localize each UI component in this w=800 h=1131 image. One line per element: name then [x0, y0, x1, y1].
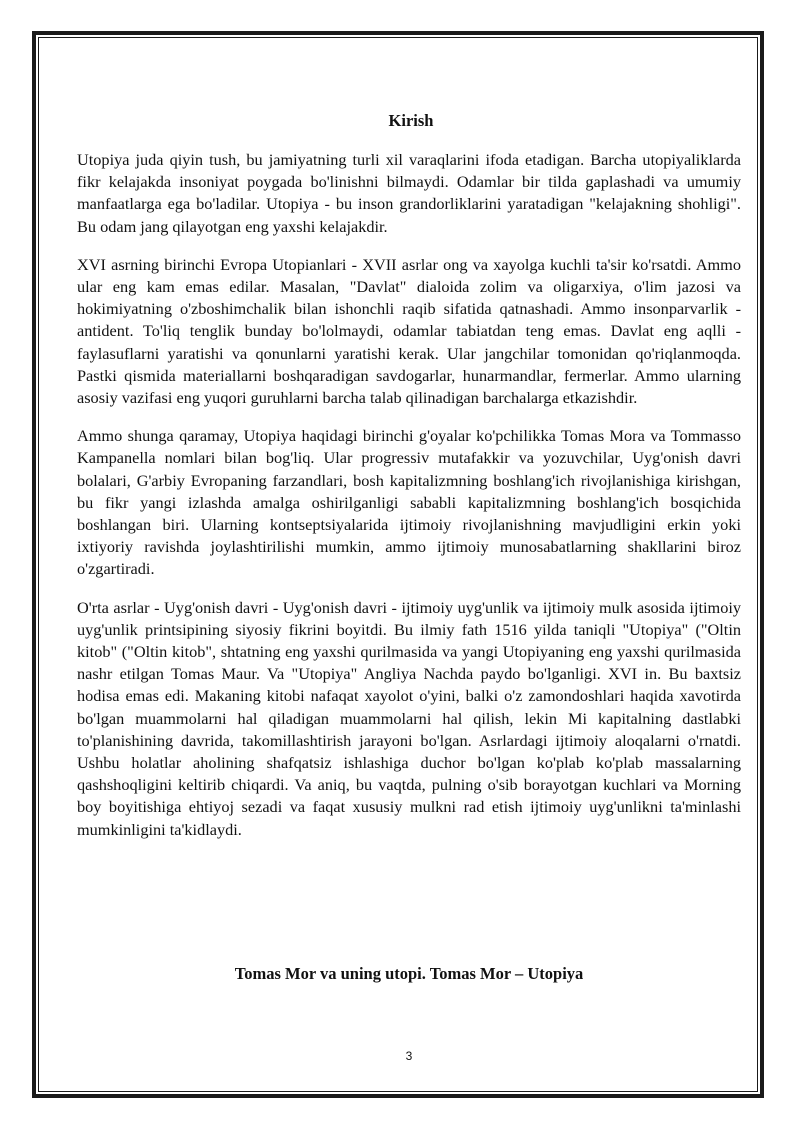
document-body [77, 110, 741, 857]
section-title: Tomas Mor va uning utopi. Tomas Mor – Utopiya [234, 964, 584, 983]
paragraph-3: Ammo shunga qaramay, Utopiya haqidagi birinchi g'oyalar ko'pchilikka Tomas Mora va Tommasso Kampanella nomlari bilan bog'liq. Ular progressiv mutafakkir va yozuvchilar, Uyg'onish davri bolalari, G'arbiy Evropaning farzandlari, bosh kapitalizmning boshlang'ich rivojlanishiga kirishgan, bu fikr yangi izlashda amalga oshirilganligi sababli kapitalizmning boshlang'ich bosqichida boshlangan biri. Ularning kontseptsiyalarida ijtimoiy rivojlanishning mavjudligini erkin yoki ixtiyoriy ravishda joylashtirilishi mumkin, ammo ijtimoiy munosabatlarning shakllarini biroz o'zgartiradi. [77, 426, 741, 579]
page-number: 3 [405, 1049, 413, 1063]
paragraph-1: Utopiya juda qiyin tush, bu jamiyatning turli xil varaqlarini ifoda etadigan. Barcha utopiyaliklarda fikr kelajakda insoniyat poygada bo'linishni bilmaydi. Odamlar bir tilda gaplashadi va umumiy manfaatlarga ega bo'ladilar. Utopiya - bu inson grandorliklarini yaratadigan "kelajakning shohligi". Bu odam jang qilayotgan eng yaxshi kelajakdir. [77, 150, 741, 236]
paragraph-2: XVI asrning birinchi Evropa Utopianlari - XVII asrlar ong va xayolga kuchli ta'sir ko'rsatdi. Ammo ular eng kam emas edilar. Masalan, "Davlat" dialoida zolim va oligarxiya, o'lim jazosi va hokimiyatning o'zboshimchalik bilan ishonchli raqib sifatida qatnashadi. Ammo insonparvarlik - antident. To'liq tenglik bunday bo'lolmaydi, odamlar tabiatdan teng emas. Davlat eng aqlli - faylasuflarni yaratishi va qonunlarni yaratishi kerak. Ular jangchilar tomonidan qo'riqlanmoqda. Pastki qismida materiallarni boshqaradigan savdogarlar, hunarmandlar, fermerlar. Ammo ularning asosiy vazifasi eng yuqori guruhlarni barcha talab qilinadigan barchalarga etkazishdir. [77, 254, 741, 408]
heading-kirish: Kirish [388, 111, 434, 130]
paragraph-4: O'rta asrlar - Uyg'onish davri - Uyg'onish davri - ijtimoiy uyg'unlik va ijtimoiy mulk asosida ijtimoiy uyg'unlik printsipining siyosiy fikrini boyitdi. Bu ilmiy fath 1516 yilda taniqli "Utopiya" ("Oltin kitob" ("Oltin kitob", shtatning eng yaxshi qurilmasida va yangi Utopiyaning eng yaxshi qurilmasida nashr etilgan Tomas Maur. Va "Utopiya" Angliya Nachda paydo bo'lganligi. XVI in. Bu baxtsiz hodisa emas edi. Makaning kitobi nafaqat xayolot o'yini, balki o'z zamondoshlari haqida xavotirda bo'lgan muammolarni hal qiladigan muammolarni hal qilish, lekin Mi kapitalning dastlabki to'planishining davrida, takomillashtirish jarayoni bo'lgan. Asrlardagi ijtimoiy aloqalarni o'rnatdi. Ushbu holatlar aholining shafqatsiz ishlashiga duchor bo'lgan ko'plab ko'plab massalarning qashshoqligini keltirib chiqardi. Va aniq, bu vaqtda, pulning o'sib borayotgan kuchlari va Morning boy boyitishiga ehtiyoj sezadi va faqat xususiy mulkni rad etish ijtimoiy uyg'unlikni ta'minlashi mumkinligini ta'kidlaydi. [77, 597, 741, 839]
